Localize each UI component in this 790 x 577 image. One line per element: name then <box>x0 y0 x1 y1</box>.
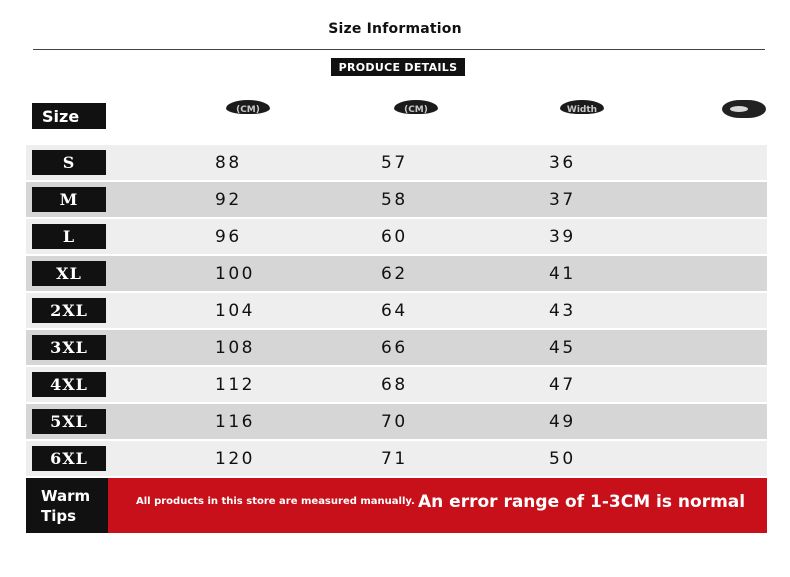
table-row <box>26 293 767 328</box>
size-table <box>26 145 767 478</box>
size-label: S <box>32 150 106 175</box>
warm-tips-banner <box>26 478 767 533</box>
table-cell: 43 <box>549 300 576 321</box>
measure-caption: (CM) <box>404 105 428 115</box>
table-cell: 45 <box>549 337 576 358</box>
table-cell: 47 <box>549 374 576 395</box>
size-label: M <box>32 187 106 212</box>
page-title: Size Information <box>328 21 462 37</box>
table-cell: 70 <box>381 411 408 432</box>
table-cell: 120 <box>215 448 255 469</box>
table-row <box>26 330 767 365</box>
size-label: XL <box>32 261 106 286</box>
warm-tips-body <box>108 478 767 533</box>
chest-measure-icon <box>226 100 270 114</box>
table-row <box>26 145 767 180</box>
size-label: 4XL <box>32 372 106 397</box>
sleeve-measure-icon <box>722 100 766 118</box>
manual-measure-note: All products in this store are measured manually. <box>136 496 415 507</box>
table-cell: 104 <box>215 300 255 321</box>
warm-tips-label <box>26 478 108 533</box>
table-cell: 100 <box>215 263 255 284</box>
table-cell: 112 <box>215 374 255 395</box>
table-cell: 58 <box>381 189 408 210</box>
warm-tips-label-line2: Tips <box>41 506 77 525</box>
table-row <box>26 441 767 476</box>
table-cell: 50 <box>549 448 576 469</box>
size-label: 6XL <box>32 446 106 471</box>
table-cell: 88 <box>215 152 242 173</box>
table-row <box>26 219 767 254</box>
table-cell: 60 <box>381 226 408 247</box>
table-cell: 116 <box>215 411 255 432</box>
size-label: L <box>32 224 106 249</box>
title-divider <box>33 49 765 50</box>
table-cell: 64 <box>381 300 408 321</box>
table-cell: 96 <box>215 226 242 247</box>
table-cell: 108 <box>215 337 255 358</box>
table-cell: 66 <box>381 337 408 358</box>
shoulder-measure-icon <box>560 100 604 114</box>
produce-details-badge: PRODUCE DETAILS <box>331 58 465 76</box>
table-cell: 92 <box>215 189 242 210</box>
table-cell: 57 <box>381 152 408 173</box>
table-cell: 36 <box>549 152 576 173</box>
table-cell: 71 <box>381 448 408 469</box>
length-measure-icon <box>394 100 438 114</box>
table-cell: 39 <box>549 226 576 247</box>
table-row <box>26 182 767 217</box>
error-range-note: An error range of 1-3CM is normal <box>418 492 746 512</box>
table-cell: 41 <box>549 263 576 284</box>
warm-tips-label-line1: Warm <box>41 486 91 505</box>
size-label: 3XL <box>32 335 106 360</box>
table-cell: 37 <box>549 189 576 210</box>
table-header <box>26 94 767 138</box>
size-label: 5XL <box>32 409 106 434</box>
table-cell: 62 <box>381 263 408 284</box>
size-label: 2XL <box>32 298 106 323</box>
size-column-header: Size <box>32 103 106 129</box>
table-row <box>26 404 767 439</box>
table-row <box>26 256 767 291</box>
table-cell: 49 <box>549 411 576 432</box>
measure-caption: (CM) <box>236 105 260 115</box>
table-row <box>26 367 767 402</box>
measure-caption: Width <box>566 105 598 115</box>
table-cell: 68 <box>381 374 408 395</box>
